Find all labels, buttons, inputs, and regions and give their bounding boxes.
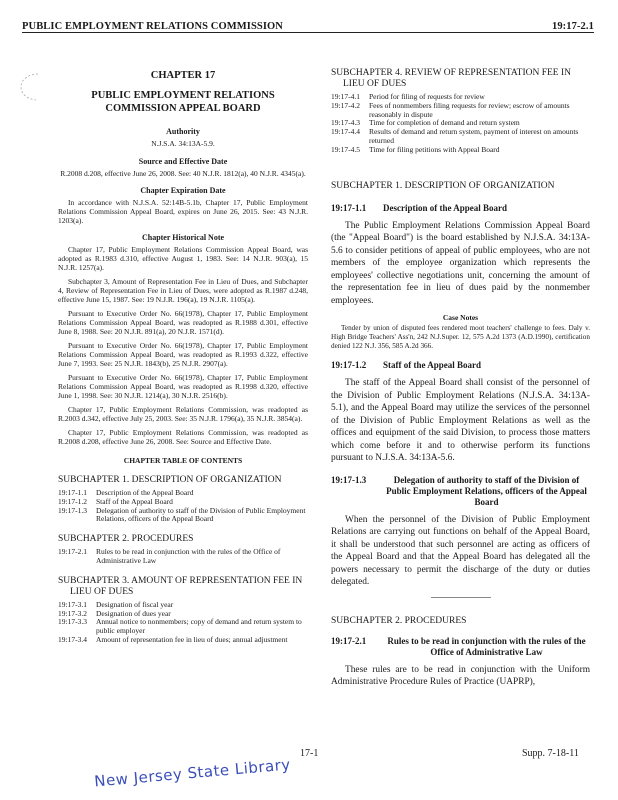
supplement-date: Supp. 7-18-11 (522, 748, 579, 759)
history-note: Pursuant to Executive Order No. 66(1978), Chapter 17, Public Employment Relations Commission Appeal Board, was readopted as R.1998 d.320, effective June 1, 1998. See: 30 N.J.R. 1214(a), 30 N.J.R. 2516(b). (58, 373, 308, 400)
toc-item-number: 19:17-3.2 (58, 608, 87, 618)
toc-item-number: 19:17-4.5 (331, 144, 360, 154)
toc-item-title: Period for filing of requests for review (369, 92, 485, 101)
section-text: The staff of the Appeal Board shall consist of the personnel of the Division of Public Employment Relations (N.J.S.A. 34:13A-5.1), and the Appeal Board may utilize the services of the personnel of the Division of Public Employment Relations as well as the offices and equipment of the said Division, to process those matters which come before it and to otherwise perform its functions pursuant to N.J.S.A. 34:13A-5.6. (331, 378, 590, 464)
header-title: PUBLIC EMPLOYMENT RELATIONS COMMISSION (22, 21, 283, 32)
toc-item-number: 19:17-1.3 (58, 505, 87, 515)
header-section: 19:17-2.1 (551, 21, 594, 32)
divider (431, 597, 491, 598)
section-heading (331, 203, 590, 214)
running-header (22, 14, 594, 33)
toc-item-title: Time for filing petitions with Appeal Board (369, 144, 500, 154)
toc-item-title: Designation of dues year (96, 608, 171, 618)
authority-text: N.J.S.A. 34:13A-5.9. (151, 139, 215, 148)
history-heading: Chapter Historical Note (141, 233, 225, 242)
toc-item (331, 128, 590, 146)
toc-item-title: Time for completion of demand and return system (369, 118, 520, 128)
source-heading: Source and Effective Date (138, 156, 228, 166)
chapter-number: CHAPTER 17 (150, 70, 216, 81)
section-title: Description of the Appeal Board (383, 202, 508, 213)
toc-item (58, 618, 308, 636)
expiration-text: In accordance with N.J.S.A. 52:14B-5.1b, Chapter 17, Public Employment Relations Commission Appeal Board, expires on June 26, 2015. See: 43 N.J.R. 1203(a). (58, 198, 308, 225)
section-heading (331, 475, 590, 508)
toc-subchapter-4: SUBCHAPTER 4. REVIEW OF REPRESENTATION FEE IN LIEU OF DUES (331, 68, 572, 89)
case-notes-text: Tender by union of disputed fees rendered moot teachers' challenge to fees. Daly v. High Bridge Teachers' Ass'n, 242 N.J.Super. 12, 575 A.2d 1373 (A.D.1990), certification denied 122 N.J. 356, 585 A.2d 366. (331, 324, 590, 350)
subchapter-1-heading: SUBCHAPTER 1. DESCRIPTION OF ORGANIZATION (331, 180, 555, 191)
right-column (331, 68, 590, 695)
section-text: When the personnel of the Division of Public Employment Relations are carrying out functions on behalf of the Appeal Board, it shall be understood that such personnel are acting as officers of the Appeal Board and that the Appeal Board has delegated all the powers necessary to permit the discharge of the duty or duties delegated. (331, 514, 590, 588)
toc-item-number: 19:17-4.2 (331, 100, 360, 110)
history-note: Chapter 17, Public Employment Relations Commission Appeal Board, was adopted as R.1983 d.310, effective August 1, 1983. See: 14 N.J.R. 903(a), 15 N.J.R. 1257(a). (58, 245, 308, 272)
section-number: 19:17-1.2 (331, 360, 367, 371)
section-number: 19:17-1.1 (331, 202, 367, 213)
toc-item (58, 507, 308, 525)
chapter-title: PUBLIC EMPLOYMENT RELATIONS COMMISSION APPEAL BOARD (91, 90, 275, 114)
history-note: Subchapter 3, Amount of Representation Fee in Lieu of Dues, and Subchapter 4, Review of Representation Fee in Lieu of Dues, were adopted as R.1987 d.248, effective June 15, 1987. See: 19 N.J.R. 196(a), 19 N.J.R. 1105(a). (58, 277, 308, 304)
toc-item-number: 19:17-3.1 (58, 599, 87, 609)
section-heading (331, 636, 590, 658)
toc-item-title: Staff of the Appeal Board (96, 496, 173, 506)
toc-item-number: 19:17-4.4 (331, 127, 360, 137)
toc-heading: CHAPTER TABLE OF CONTENTS (123, 456, 243, 465)
page-number: 17-1 (300, 748, 319, 759)
toc-item-title: Amount of representation fee in lieu of dues; annual adjustment (96, 634, 288, 644)
toc-item-title: Designation of fiscal year (96, 599, 174, 609)
toc-item (331, 102, 590, 120)
toc-item-title: Results of demand and return system, payment of interest on amounts returned (369, 127, 579, 145)
library-stamp: New Jersey State Library (93, 755, 292, 791)
toc-item (331, 146, 590, 155)
toc-subchapter-2: SUBCHAPTER 2. PROCEDURES (58, 534, 194, 545)
section-number: 19:17-2.1 (331, 635, 367, 646)
toc-subchapter-1: SUBCHAPTER 1. DESCRIPTION OF ORGANIZATION (58, 475, 282, 485)
history-note: Chapter 17, Public Employment Relations Commission, was readopted as R.2008 d.208, effective June 26, 2008. See: Source and Effective Date. (58, 428, 308, 446)
case-notes-heading: Case Notes (442, 313, 479, 323)
subchapter-2-heading: SUBCHAPTER 2. PROCEDURES (331, 615, 467, 626)
left-column (58, 60, 308, 645)
section-number: 19:17-1.3 (331, 474, 367, 485)
toc-item-number: 19:17-3.4 (58, 634, 87, 644)
toc-item (58, 548, 308, 566)
section-title: Rules to be read in conjunction with the rules of the Office of Administrative Law (387, 635, 586, 657)
history-note: Pursuant to Executive Order No. 66(1978), Chapter 17, Public Employment Relations Commission Appeal Board, was readopted as R.1993 d.322, effective June 7, 1993. See: 25 N.J.R. 1843(b), 25 N.J.R. 2907(a). (58, 341, 308, 368)
toc-item-title: Rules to be read in conjunction with the rules of the Office of Administrative Law (96, 547, 281, 565)
toc-item-title: Delegation of authority to staff of the Division of Public Employment Relations, officers of the Appeal Board (96, 505, 306, 524)
section-title: Staff of the Appeal Board (383, 360, 482, 371)
section-heading (331, 360, 590, 371)
authority-heading: Authority (166, 127, 200, 136)
history-note: Pursuant to Executive Order No. 66(1978), Chapter 17, Public Employment Relations Commission Appeal Board, was readopted as R.1988 d.301, effective June 8, 1988. See: 20 N.J.R. 891(a), 20 N.J.R. 1571(d). (58, 309, 308, 336)
expiration-heading: Chapter Expiration Date (140, 186, 226, 195)
toc-item-number: 19:17-4.3 (331, 118, 360, 128)
scan-mark-icon (18, 72, 40, 102)
toc-item-number: 19:17-1.2 (58, 496, 87, 506)
toc-item-number: 19:17-4.1 (331, 92, 360, 101)
section-text: These rules are to be read in conjunction with the Uniform Administrative Procedure Rules of Practice (UAPRP), (331, 664, 590, 688)
history-note: Chapter 17, Public Employment Relations Commission, was readopted as R.2003 d.342, effective July 25, 2003. See: 35 N.J.R. 1796(a), 35 N.J.R. 3854(a). (58, 405, 308, 423)
toc-item-number: 19:17-1.1 (58, 488, 87, 497)
toc-item-number: 19:17-2.1 (58, 547, 87, 557)
toc-item-title: Annual notice to nonmembers; copy of demand and return system to public employer (96, 617, 302, 636)
toc-item-title: Description of the Appeal Board (96, 488, 194, 497)
source-text: R.2008 d.208, effective June 26, 2008. See: 40 N.J.R. 1812(a), 40 N.J.R. 4345(a). (60, 168, 306, 178)
toc-item-number: 19:17-3.3 (58, 617, 87, 627)
section-text: The Public Employment Relations Commission Appeal Board (the "Appeal Board") is the board established by N.J.S.A. 34:13A-5.6 to consider petitions of appeal of public employees, who are not members of the employee organization which represents the employees' collective negotiations unit, concerning the amount of the representation fee in lieu of dues paid by the nonmember employees. (331, 220, 590, 306)
toc-item (58, 636, 308, 645)
section-title: Delegation of authority to staff of the Division of Public Employment Relations, officers of the Appeal Board (386, 474, 587, 507)
toc-subchapter-3: SUBCHAPTER 3. AMOUNT OF REPRESENTATION FEE IN LIEU OF DUES (58, 575, 303, 597)
toc-item-title: Fees of nonmembers filing requests for review; escrow of amounts reasonably in dispute (369, 100, 570, 119)
